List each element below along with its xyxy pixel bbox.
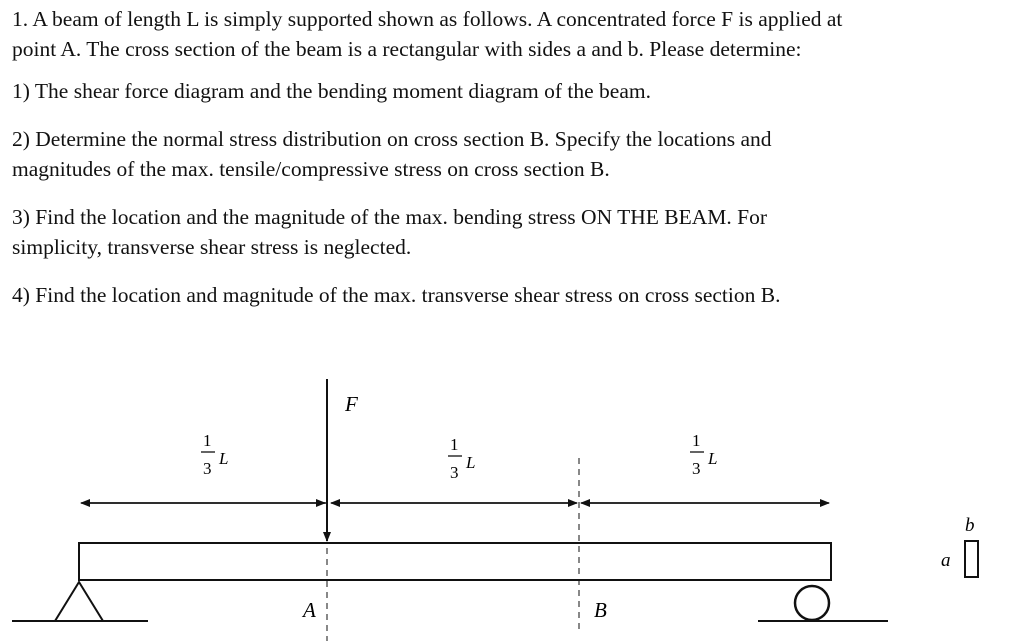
question-1-text: 1) The shear force diagram and the bending moment diagram of the beam. <box>12 79 651 103</box>
question-3-line-2: simplicity, transverse shear stress is neglected. <box>12 235 412 259</box>
question-4-text: 4) Find the location and magnitude of the max. transverse shear stress on cross section B. <box>12 283 781 307</box>
dimension-label-1 <box>201 431 228 478</box>
dim-2-numerator: 1 <box>450 435 459 454</box>
dim-3-numerator: 1 <box>692 431 701 450</box>
point-a-label: A <box>303 598 316 622</box>
intro-line-1: 1. A beam of length L is simply supported shown as follows. A concentrated force F is applied at <box>12 7 843 31</box>
cross-section <box>941 515 978 577</box>
dim-2-denominator: 3 <box>450 463 459 482</box>
dim-1-denominator: 3 <box>203 459 212 478</box>
intro-line-2: point A. The cross section of the beam is a rectangular with sides a and b. Please determine: <box>12 37 802 61</box>
cross-section-rect <box>965 541 978 577</box>
dimension-label-3 <box>690 431 717 478</box>
pin-support-icon <box>55 582 103 621</box>
question-2-line-2: magnitudes of the max. tensile/compressive stress on cross section B. <box>12 157 610 181</box>
dim-2-length: L <box>466 453 476 472</box>
dim-3-length: L <box>708 449 718 468</box>
dimension-label-2 <box>448 435 475 482</box>
dim-1-numerator: 1 <box>203 431 212 450</box>
dim-3-denominator: 3 <box>692 459 701 478</box>
section-a-label: a <box>941 550 951 571</box>
point-b-label: B <box>594 598 607 622</box>
section-b-label: b <box>965 515 975 536</box>
question-2-line-1: 2) Determine the normal stress distribution on cross section B. Specify the locations and <box>12 127 772 151</box>
roller-support-icon <box>795 586 829 620</box>
dim-1-length: L <box>219 449 229 468</box>
question-3-line-1: 3) Find the location and the magnitude of the max. bending stress ON THE BEAM. For <box>12 205 767 229</box>
force-label: F <box>345 392 358 416</box>
beam <box>79 543 831 580</box>
